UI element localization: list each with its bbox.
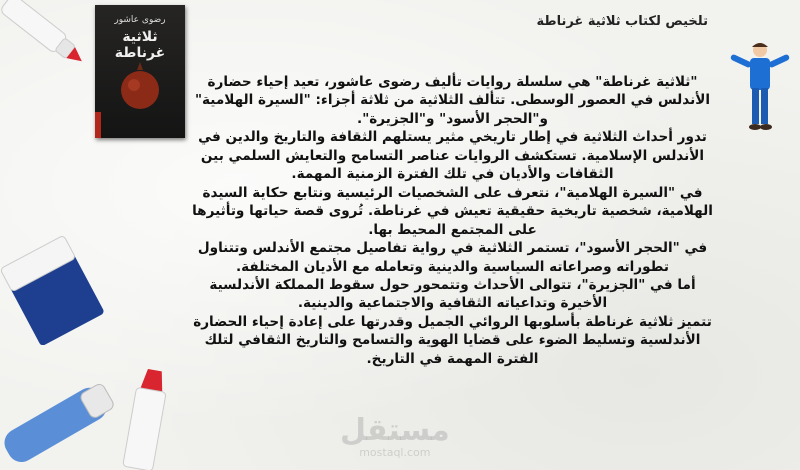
watermark-latin: mostaql.com (359, 446, 431, 459)
businessman-figure-decoration (725, 40, 795, 135)
summary-text (185, 73, 720, 368)
red-marker-bottom-decoration (110, 360, 190, 470)
red-marker-decoration (0, 0, 90, 90)
book-red-bar (95, 112, 101, 138)
book-title: ثلاثية غرناطة (114, 29, 166, 61)
summary-paragraph: تتميز ثلاثية غرناطة بأسلوبها الروائي الجميل وقدرتها على إعادة إحياء الحضارة الأندلسية وتسليط الضوء على قضايا الهوية والتسامح والتاريخ الثقافي لتلك الفترة المهمة في التاريخ. (193, 313, 712, 367)
pomegranate-icon (117, 60, 163, 115)
book-cover (95, 5, 185, 138)
summary-paragraph: تدور أحداث الثلاثية في إطار تاريخي مثير يستلهم الثقافة والتاريخ والدين في الأندلس الإسلامية. تستكشف الروايات عناصر التسامح والتعايش السلمي بين الثقافات والأديان في تلك الفترة الزمنية المهمة. (198, 129, 707, 183)
watermark (340, 413, 450, 459)
summary-paragraph: في "السيرة الهلامية"، نتعرف على الشخصيات الرئيسية ونتابع حكاية السيدة الهلامية، شخصية تاريخية حقيقية تعيش في غرناطة. تُروى قصة حياتها وتأثيرها على المجتمع المحيط بها. (192, 184, 713, 238)
page-heading: تلخيص لكتاب ثلاثية غرناطة (536, 14, 708, 29)
summary-paragraph: أما في "الجزيرة"، تتوالى الأحداث وتتمحور حول سقوط المملكة الأندلسية الأخيرة وتداعياته الثقافية والاجتماعية والدينية. (209, 276, 696, 312)
eraser-decoration (0, 225, 110, 345)
watermark-arabic: مستقل (340, 413, 450, 448)
summary-paragraph: في "الحجر الأسود"، تستمر الثلاثية في رواية تفاصيل مجتمع الأندلس وتتناول تطوراته وصراعاته السياسية والدينية وتعامله مع الأديان المختلفة. (197, 240, 708, 275)
summary-paragraph: "ثلاثية غرناطة" هي سلسلة روايات تأليف رضوى عاشور، تعيد إحياء حضارة الأندلس في العصور الوسطى. تتألف الثلاثية من ثلاثة أجزاء: "السيرة الهلامية" و"الحجر الأسود" و"الجزيرة". (194, 74, 711, 127)
book-author: رضوى عاشور (114, 15, 166, 25)
